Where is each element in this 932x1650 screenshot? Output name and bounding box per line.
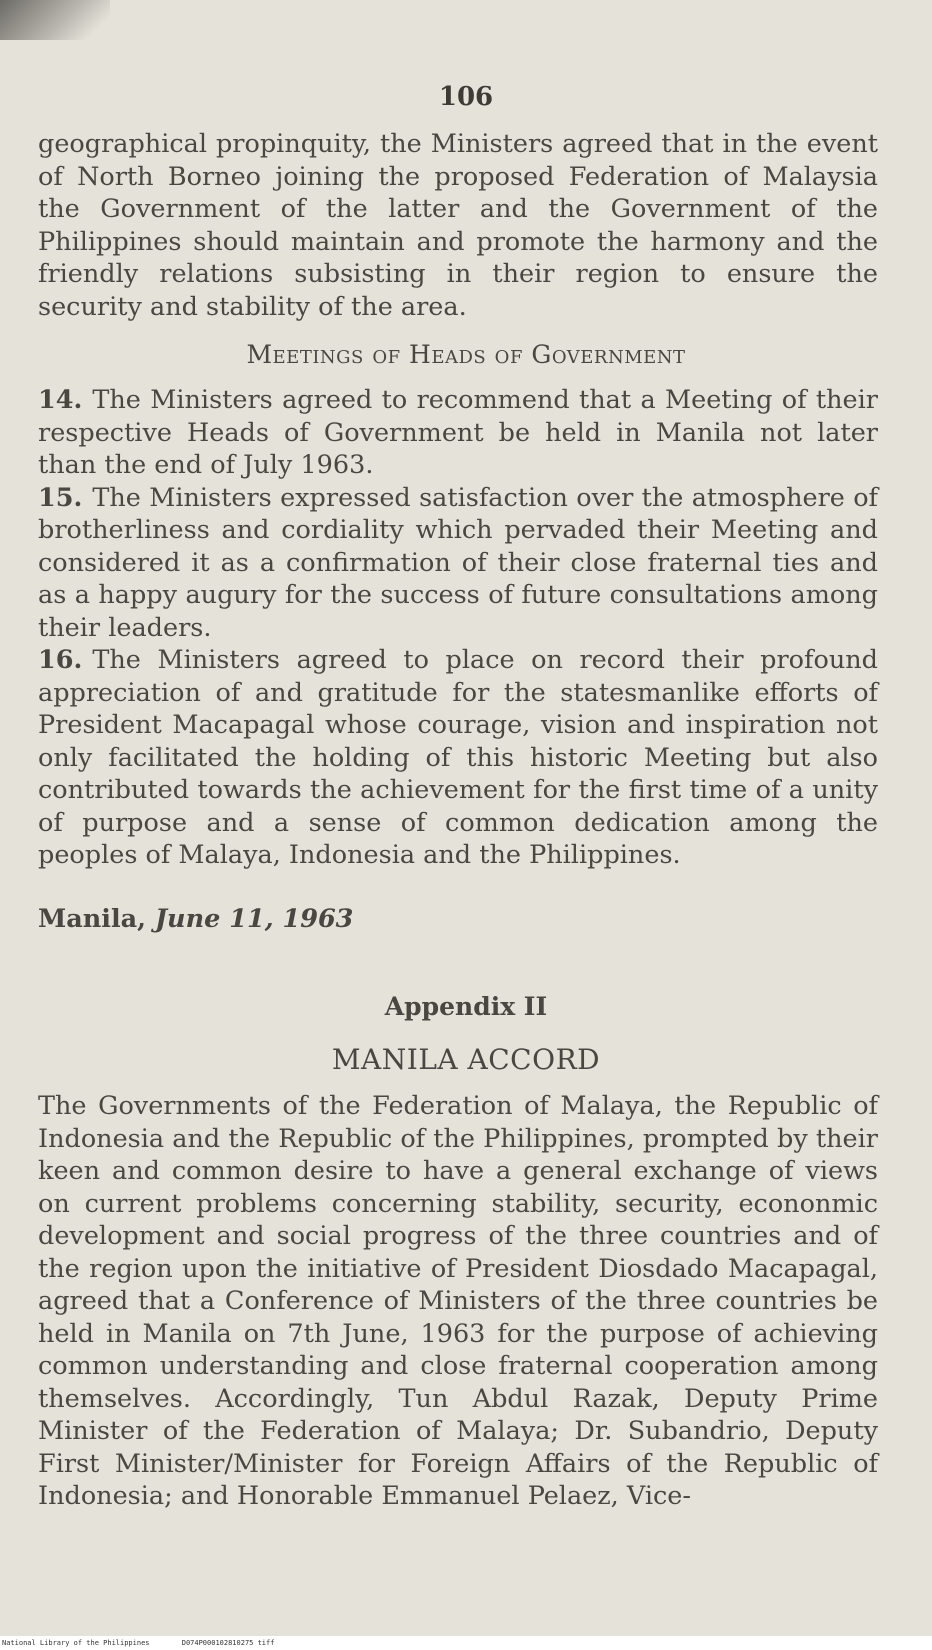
paragraph-text: The Ministers expressed satisfaction over the atmosphere of brotherliness and cordiality which pervaded their Meeting and considered it as a confirmation of their close fraternal ties and as a happy augury for the success of future consultations among their leaders.	[38, 482, 878, 643]
signoff-place: Manila,	[38, 904, 147, 934]
signoff-date: June 11, 1963	[154, 904, 354, 934]
scan-footer	[0, 1636, 932, 1650]
opening-paragraph-text: geographical propinquity, the Ministers agreed that in the event of North Borneo joining the proposed Federation of Malaysia the Government of the latter and the Government of the Philippines should maintain and promote the harmony and the friendly relations subsisting in their region to ensure the security and stability of the area.	[38, 129, 878, 322]
section-heading: Meetings of Heads of Government	[246, 340, 686, 369]
paragraph-number: 16.	[38, 645, 83, 675]
numbered-paragraphs	[38, 384, 878, 872]
opening-paragraph	[38, 128, 878, 323]
paragraph-16	[38, 644, 878, 872]
appendix-label: Appendix II	[384, 992, 548, 1021]
paragraph-15	[38, 482, 878, 645]
accord-paragraph	[38, 1090, 878, 1513]
signoff	[38, 904, 353, 934]
paragraph-number: 14.	[38, 385, 83, 415]
paragraph-text: The Ministers agreed to recommend that a Meeting of their respective Heads of Government be held in Manila not later than the end of July 1963.	[38, 385, 878, 480]
footer-source: National Library of the Philippines	[2, 1639, 150, 1647]
paragraph-14	[38, 384, 878, 482]
footer-file: D074P000102810275 tiff	[181, 1639, 275, 1647]
accord-paragraph-text: The Governments of the Federation of Malaya, the Republic of Indonesia and the Republic of the Philippines, prompted by their keen and common desire to have a general exchange of views on current problems concerning stability, security, econonmic development and social progress of the three countries and of the region upon the initiative of President Diosdado Macapagal, agreed that a Conference of Ministers of the three countries be held in Manila on 7th June, 1963 for the purpose of achieving common understanding and close fraternal cooperation among themselves. Accordingly, Tun Abdul Razak, Deputy Prime Minister of the Federation of Malaya; Dr. Subandrio, Deputy First Minister/Minister for Foreign Affairs of the Republic of Indonesia; and Honorable Emmanuel Pelaez, Vice-	[38, 1091, 878, 1511]
paragraph-text: The Ministers agreed to place on record their profound appreciation of and gratitude for the statesmanlike efforts of President Macapagal whose courage, vision and inspiration not only facilitated the holding of this historic Meeting but also contributed towards the achievement for the first time of a unity of purpose and a sense of common dedication among the peoples of Malaya, Indonesia and the Philippines.	[38, 645, 878, 870]
page-number: 106	[438, 82, 494, 112]
accord-title: MANILA ACCORD	[331, 1043, 601, 1076]
scan-edge-shadow	[0, 0, 110, 40]
paragraph-number: 15.	[38, 482, 83, 513]
